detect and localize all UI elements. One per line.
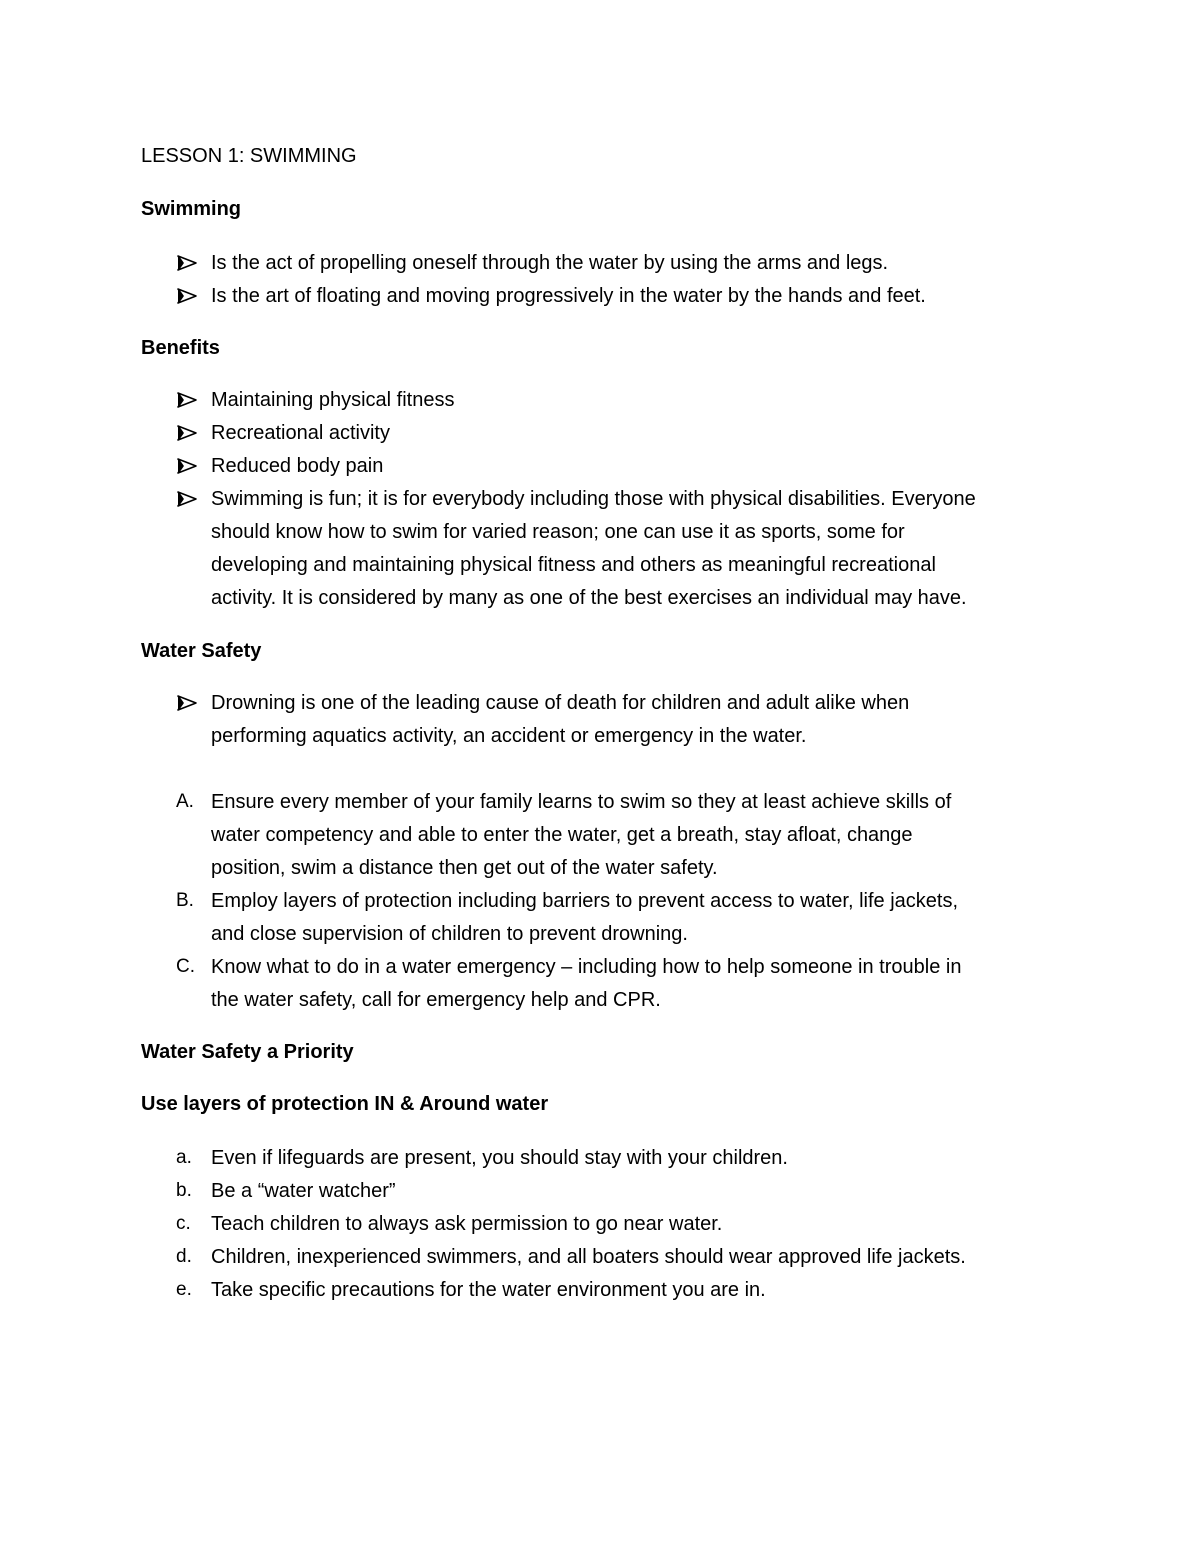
arrow-bullet-icon bbox=[176, 489, 198, 509]
layers-item-b: Be a “water watcher” bbox=[211, 1180, 396, 1202]
arrow-bullet-icon bbox=[176, 390, 198, 410]
arrow-bullet-icon bbox=[176, 693, 198, 713]
list-marker: c. bbox=[176, 1213, 191, 1234]
water-safety-item-b-line-2: and close supervision of children to prevent drowning. bbox=[211, 923, 688, 945]
benefits-bullet-4-line-2: should know how to swim for varied reason; one can use it as sports, some for bbox=[211, 521, 905, 543]
list-marker: e. bbox=[176, 1279, 192, 1300]
swimming-bullet-2: Is the art of floating and moving progressively in the water by the hands and feet. bbox=[211, 285, 926, 307]
water-safety-bullet-line-2: performing aquatics activity, an accident or emergency in the water. bbox=[211, 725, 807, 747]
heading-swimming: Swimming bbox=[141, 198, 242, 220]
swimming-bullet-1: Is the act of propelling oneself through the water by using the arms and legs. bbox=[211, 252, 889, 274]
list-marker: C. bbox=[176, 956, 195, 977]
benefits-bullet-2: Recreational activity bbox=[211, 422, 390, 444]
water-safety-item-b-line-1: Employ layers of protection including barriers to prevent access to water, life jackets, bbox=[211, 890, 959, 912]
arrow-bullet-icon bbox=[176, 423, 198, 443]
layers-item-e: Take specific precautions for the water environment you are in. bbox=[211, 1279, 766, 1301]
benefits-bullet-4-line-3: developing and maintaining physical fitness and others as meaningful recreational bbox=[211, 554, 936, 576]
water-safety-bullet-line-1: Drowning is one of the leading cause of death for children and adult alike when bbox=[211, 692, 910, 714]
water-safety-item-a-line-1: Ensure every member of your family learns to swim so they at least achieve skills of bbox=[211, 791, 952, 813]
layers-item-a: Even if lifeguards are present, you should stay with your children. bbox=[211, 1147, 788, 1169]
layers-item-c: Teach children to always ask permission to go near water. bbox=[211, 1213, 723, 1235]
heading-water-safety-priority: Water Safety a Priority bbox=[141, 1041, 354, 1063]
arrow-bullet-icon bbox=[176, 456, 198, 476]
heading-layers-of-protection: Use layers of protection IN & Around water bbox=[141, 1093, 549, 1115]
page-title: LESSON 1: SWIMMING bbox=[141, 145, 357, 167]
water-safety-item-c-line-2: the water safety, call for emergency help and CPR. bbox=[211, 989, 661, 1011]
list-marker: A. bbox=[176, 791, 194, 812]
arrow-bullet-icon bbox=[176, 286, 198, 306]
benefits-bullet-4-line-1: Swimming is fun; it is for everybody including those with physical disabilities. Everyone bbox=[211, 488, 976, 510]
list-marker: B. bbox=[176, 890, 194, 911]
heading-water-safety: Water Safety bbox=[141, 640, 262, 662]
benefits-bullet-1: Maintaining physical fitness bbox=[211, 389, 455, 411]
layers-item-d: Children, inexperienced swimmers, and all boaters should wear approved life jackets. bbox=[211, 1246, 966, 1268]
list-marker: d. bbox=[176, 1246, 192, 1267]
heading-benefits: Benefits bbox=[141, 337, 220, 359]
water-safety-item-a-line-3: position, swim a distance then get out of the water safety. bbox=[211, 857, 718, 879]
water-safety-item-c-line-1: Know what to do in a water emergency – including how to help someone in trouble in bbox=[211, 956, 962, 978]
list-marker: b. bbox=[176, 1180, 192, 1201]
water-safety-item-a-line-2: water competency and able to enter the water, get a breath, stay afloat, change bbox=[211, 824, 913, 846]
arrow-bullet-icon bbox=[176, 253, 198, 273]
list-marker: a. bbox=[176, 1147, 192, 1168]
benefits-bullet-3: Reduced body pain bbox=[211, 455, 384, 477]
benefits-bullet-4-line-4: activity. It is considered by many as one of the best exercises an individual may have. bbox=[211, 587, 967, 609]
